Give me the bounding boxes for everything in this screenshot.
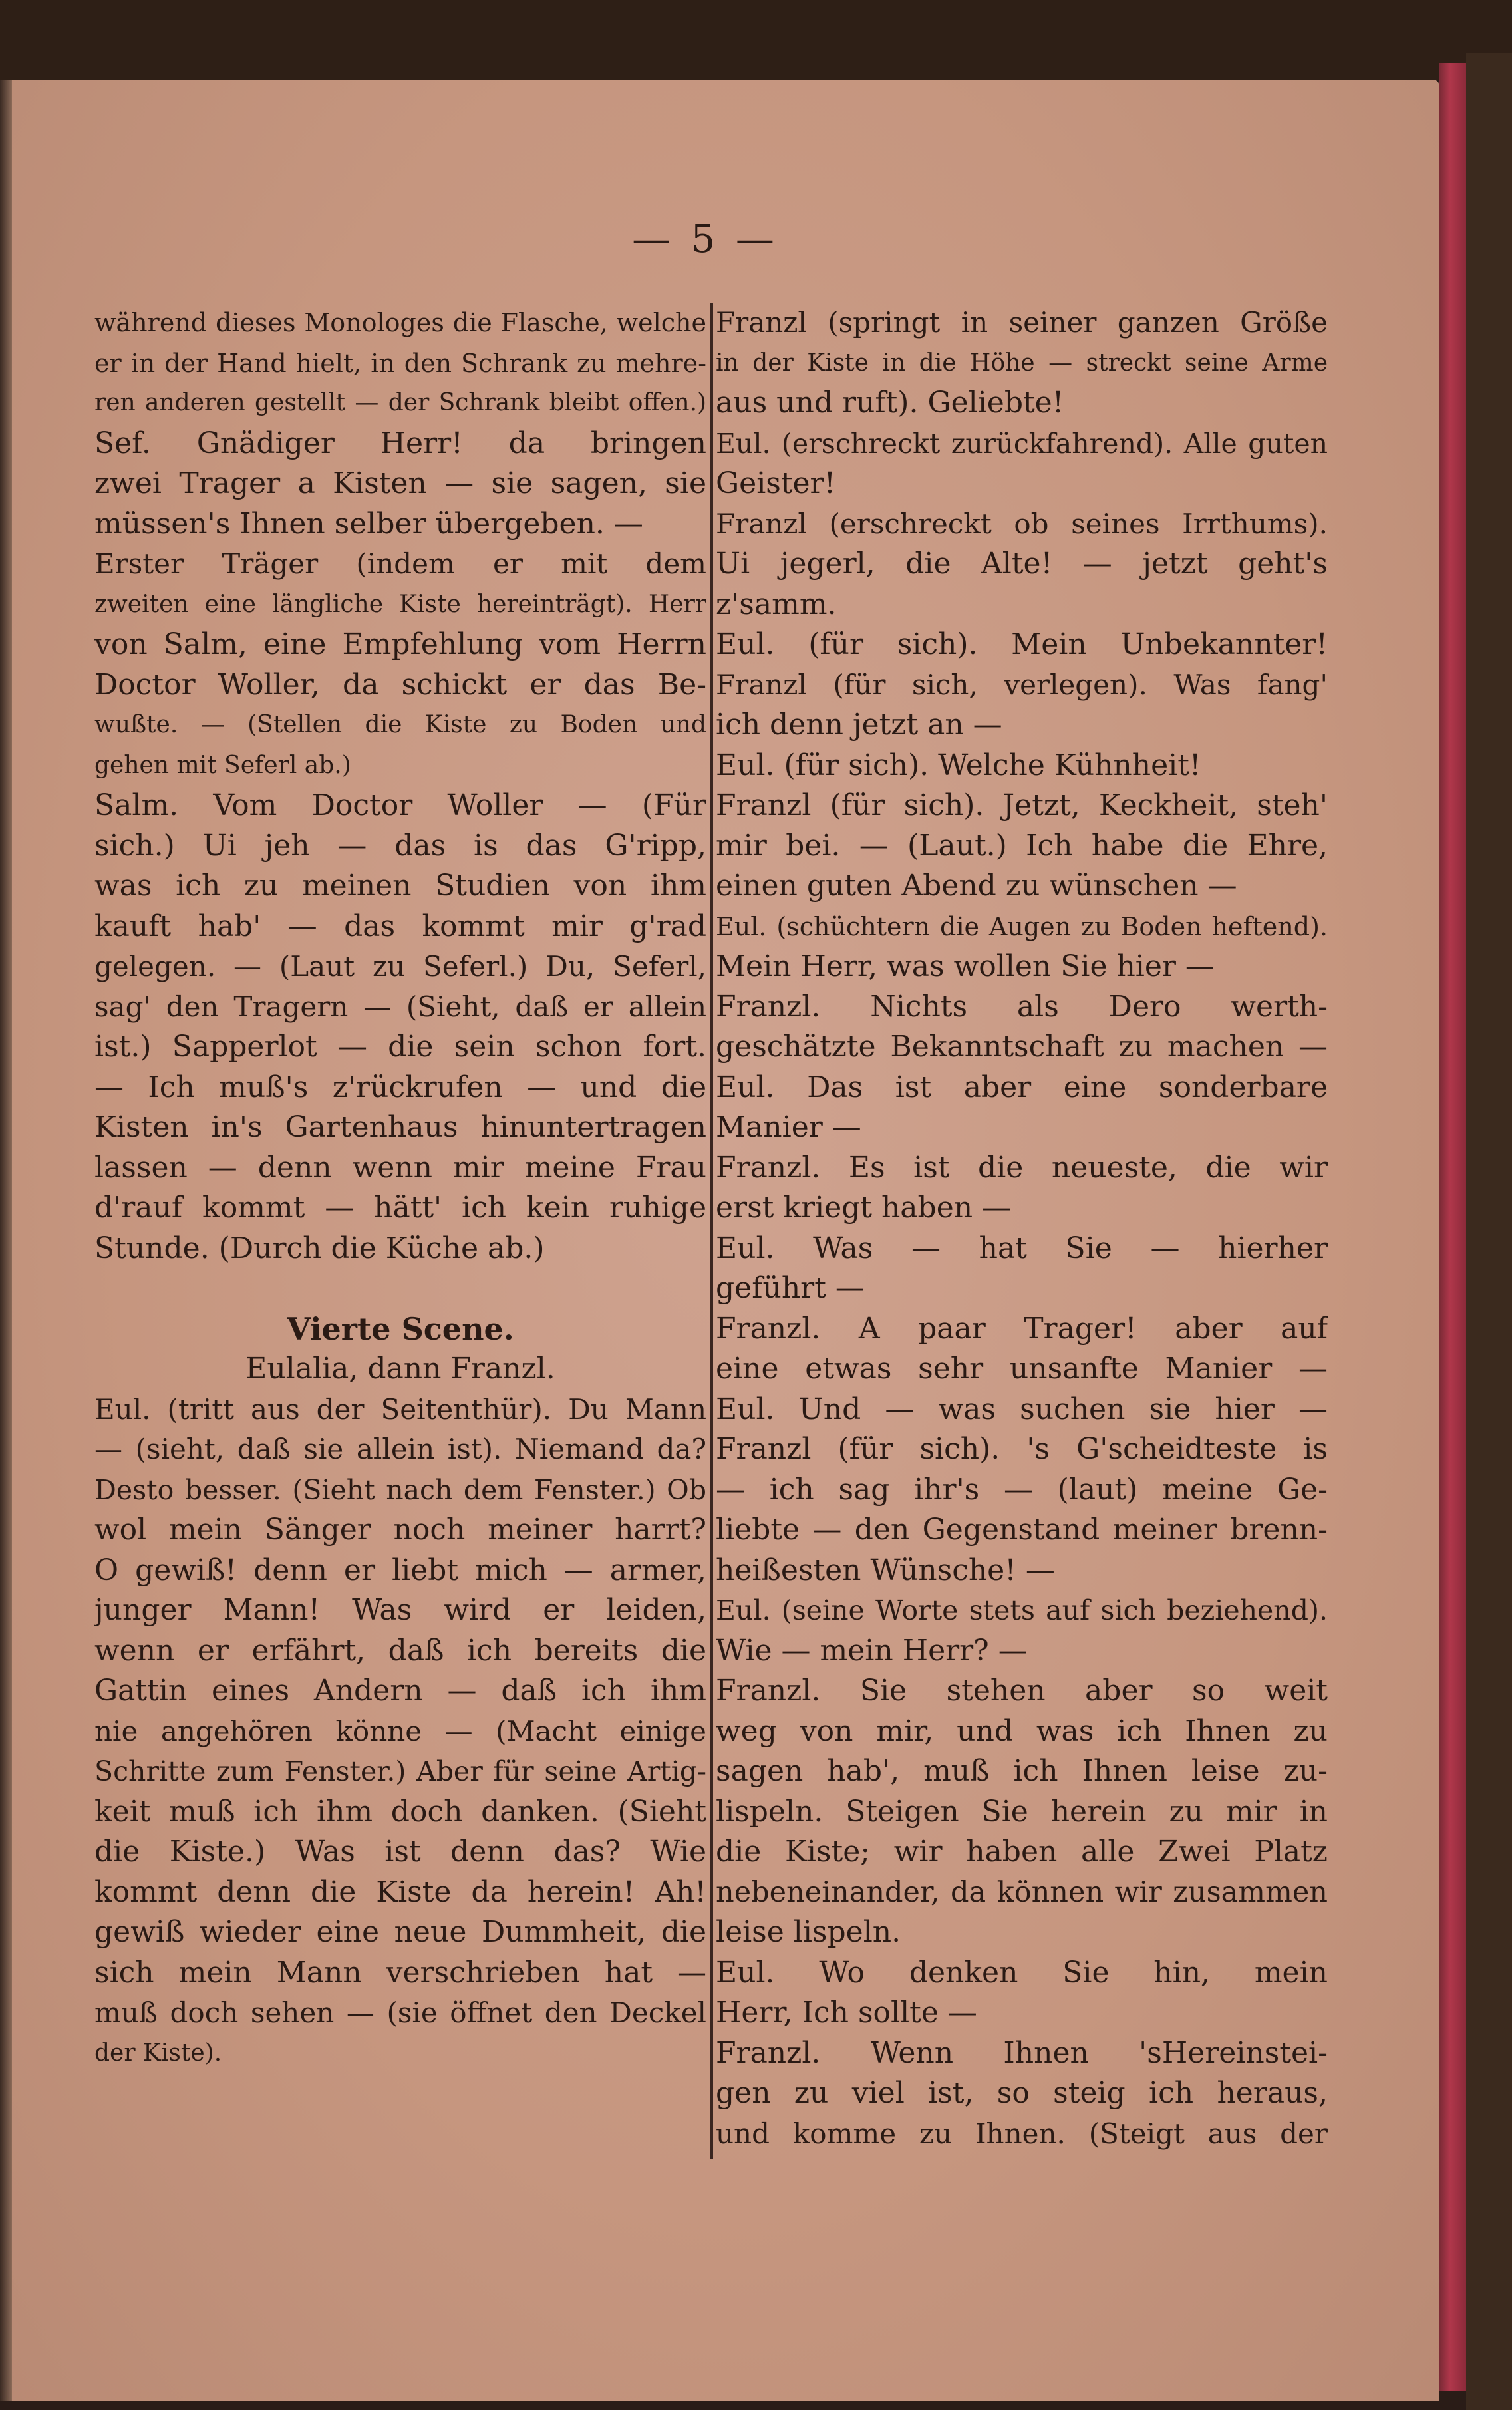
text-line: gelegen. — (Laut zu Seferl.) Du, Seferl, [94, 950, 706, 982]
text-line: Franzl (für sich, verlegen). Was fang' [716, 668, 1328, 701]
text-line: Kisten in's Gartenhaus hinuntertragen [94, 1110, 706, 1144]
text-line: Franzl (für sich). Jetzt, Keckheit, steh' [716, 788, 1328, 822]
text-line: Sef. Gnädiger Herr! da bringen [94, 426, 706, 460]
text-line: Desto besser. (Sieht nach dem Fenster.) Ob [94, 1473, 706, 1506]
text-line: zweiten eine längliche Kiste hereinträgt). Herr [94, 590, 706, 618]
book-cover-right [1466, 53, 1512, 2410]
text-line: junger Mann! Was wird er leiden, [94, 1593, 706, 1627]
text-line: wenn er erfährt, daß ich bereits die [94, 1633, 706, 1668]
book-cover-top [0, 0, 1512, 80]
text-line: die Kiste.) Was ist denn das? Wie [94, 1835, 706, 1869]
text-line: gen zu viel ist, so steig ich heraus, [716, 2076, 1328, 2110]
right-column [716, 303, 1328, 2185]
text-line: Franzl (springt in seiner ganzen Größe [716, 306, 1328, 339]
text-line: ren anderen gestellt — der Schrank bleibt offen.) [94, 389, 706, 416]
text-line: er in der Hand hielt, in den Schrank zu mehre- [94, 348, 706, 378]
text-line: lassen — denn wenn mir meine Frau [94, 1150, 706, 1185]
text-line: muß doch sehen — (sie öffnet den Deckel [94, 1996, 706, 2029]
text-line: Manier — [716, 1110, 861, 1144]
text-line: wol mein Sänger noch meiner harrt? [94, 1513, 706, 1547]
text-line: Eul. (für sich). Welche Kühnheit! [716, 748, 1201, 782]
text-line: heißesten Wünsche! — [716, 1553, 1055, 1587]
text-line: in der Kiste in die Höhe — streckt seine Arme [716, 349, 1328, 377]
text-line: die Kiste; wir haben alle Zwei Platz [716, 1835, 1328, 1869]
text-line: ich denn jetzt an — [716, 708, 1002, 742]
text-line: Franzl. Es ist die neueste, die wir [716, 1150, 1328, 1185]
text-line: Herr, Ich sollte — [716, 1996, 977, 2030]
text-line: was ich zu meinen Studien von ihm [94, 869, 706, 903]
text-line: sagen hab', muß ich Ihnen leise zu- [716, 1754, 1328, 1788]
text-line: Stunde. (Durch die Küche ab.) [94, 1231, 545, 1265]
text-line: Eul. Was — hat Sie — hierher [716, 1231, 1328, 1265]
text-line: Eul. (für sich). Mein Unbekannter! [716, 627, 1328, 661]
text-line: leise lispeln. [716, 1915, 901, 1949]
text-line: gewiß wieder eine neue Dummheit, die [94, 1915, 706, 1949]
text-line: keit muß ich ihm doch danken. (Sieht [94, 1794, 706, 1829]
text-line: nie angehören könne — (Macht einige [94, 1714, 706, 1747]
text-line: Franzl. Wenn Ihnen 'sHereinstei- [716, 2035, 1328, 2070]
text-line: kauft hab' — das kommt mir g'rad [94, 909, 706, 943]
text-line: z'samm. [716, 587, 837, 621]
text-line: kommt denn die Kiste da herein! Ah! [94, 1875, 706, 1909]
text-line: geführt — [716, 1271, 865, 1305]
text-line: Eul. (erschreckt zurückfahrend). Alle guten [716, 427, 1328, 460]
text-line: sich mein Mann verschrieben hat — [94, 1955, 706, 1990]
page-edge-red [1439, 63, 1466, 2391]
text-line: Eul. Und — was suchen sie hier — [716, 1392, 1328, 1426]
text-line: müssen's Ihnen selber übergeben. — [94, 506, 643, 541]
page-number: — 5 — [632, 216, 778, 261]
left-column [94, 303, 706, 2185]
text-line: während dieses Monologes die Flasche, welche [94, 308, 706, 337]
text-line: Franzl (erschreckt ob seines Irrthums). [716, 507, 1328, 540]
text-line: ist.) Sapperlot — die sein schon fort. [94, 1030, 706, 1064]
text-line: d'rauf kommt — hätt' ich kein ruhige [94, 1191, 706, 1225]
text-line: Eul. (schüchtern die Augen zu Boden heftend). [716, 911, 1328, 941]
text-line: einen guten Abend zu wünschen — [716, 869, 1237, 903]
text-line: liebte — den Gegenstand meiner brenn- [716, 1513, 1328, 1547]
scene-characters: Eulalia, dann Franzl. [245, 1352, 555, 1386]
text-line: Geister! [716, 466, 836, 500]
text-line: der Kiste). [94, 2039, 222, 2067]
text-line: Gattin eines Andern — daß ich ihm [94, 1674, 706, 1708]
text-line: Mein Herr, was wollen Sie hier — [716, 949, 1215, 983]
text-line: Franzl. A paar Trager! aber auf [716, 1311, 1328, 1346]
text-line: — ich sag ihr's — (laut) meine Ge- [716, 1472, 1328, 1507]
text-line: O gewiß! denn er liebt mich — armer, [94, 1553, 706, 1587]
text-line: Doctor Woller, da schickt er das Be- [94, 667, 706, 702]
text-line: Schritte zum Fenster.) Aber für seine Artig- [94, 1755, 706, 1787]
text-line: Eul. Das ist aber eine sonderbare [716, 1070, 1328, 1104]
text-line: wußte. — (Stellen die Kiste zu Boden und [94, 711, 706, 738]
text-line: erst kriegt haben — [716, 1191, 1012, 1225]
text-line: — Ich muß's z'rückrufen — und die [94, 1070, 706, 1104]
text-line: zwei Trager a Kisten — sie sagen, sie [94, 466, 706, 500]
text-line: lispeln. Steigen Sie herein zu mir in [716, 1794, 1328, 1829]
column-divider [710, 303, 713, 2159]
text-line: — (sieht, daß sie allein ist). Niemand da? [94, 1433, 706, 1465]
text-line: mir bei. — (Laut.) Ich habe die Ehre, [716, 828, 1328, 863]
text-line: Ui jegerl, die Alte! — jetzt geht's [716, 547, 1328, 581]
text-line: Eul. (tritt aus der Seitenthür). Du Mann [94, 1392, 706, 1426]
text-line: Salm. Vom Doctor Woller — (Für [94, 788, 706, 822]
text-line: nebeneinander, da können wir zusammen [716, 1875, 1328, 1909]
text-line: eine etwas sehr unsanfte Manier — [716, 1352, 1328, 1386]
text-line: Franzl. Nichts als Dero werth- [716, 989, 1328, 1024]
text-line: aus und ruft). Geliebte! [716, 386, 1064, 420]
text-line: Franzl (für sich). 's G'scheidteste is [716, 1432, 1328, 1466]
text-line: und komme zu Ihnen. (Steigt aus der [716, 2117, 1328, 2150]
text-line: weg von mir, und was ich Ihnen zu [716, 1714, 1328, 1748]
text-line: gehen mit Seferl ab.) [94, 751, 351, 779]
text-line: geschätzte Bekanntschaft zu machen — [716, 1030, 1328, 1064]
text-line: Eul. Wo denken Sie hin, mein [716, 1955, 1328, 1990]
scene-heading: Vierte Scene. [287, 1310, 514, 1347]
text-line: Franzl. Sie stehen aber so weit [716, 1674, 1328, 1708]
text-line: sich.) Ui jeh — das is das G'ripp, [94, 828, 706, 863]
text-line: Wie — mein Herr? — [716, 1633, 1028, 1668]
text-line: Eul. (seine Worte stets auf sich beziehend). [716, 1594, 1328, 1626]
text-line: Erster Träger (indem er mit dem [94, 547, 706, 580]
text-line: sag' den Tragern — (Sieht, daß er allein [94, 990, 706, 1023]
page-gutter [0, 80, 12, 2401]
text-line: von Salm, eine Empfehlung vom Herrn [94, 627, 706, 661]
spacer [94, 1269, 706, 1309]
